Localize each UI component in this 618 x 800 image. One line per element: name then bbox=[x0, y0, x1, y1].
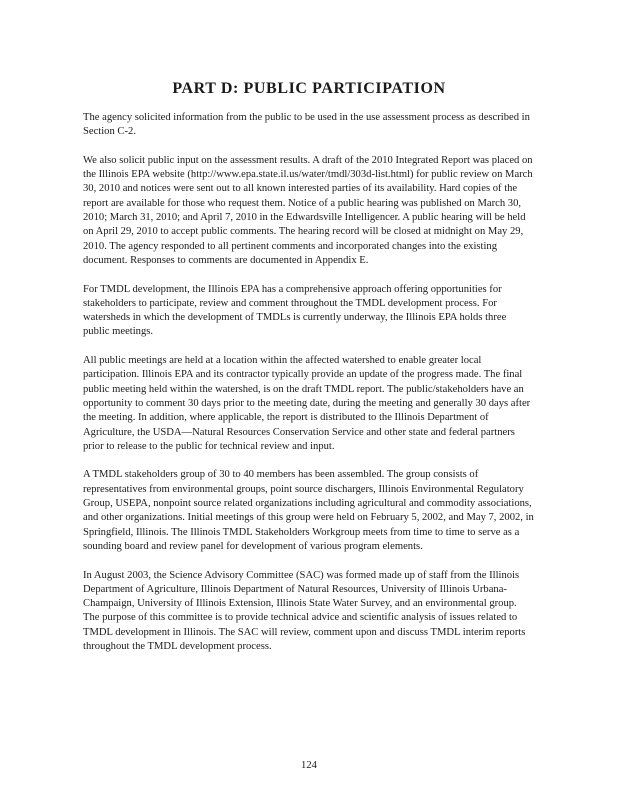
section-title: PART D: PUBLIC PARTICIPATION bbox=[172, 80, 446, 97]
paragraph-science-advisory-committee: In August 2003, the Science Advisory Committee (SAC) was formed made up of staff from the Illinois Department of Agriculture, Illinois Department of Natural Resources, University of Illinois Urbana-Champaign, University of Illinois Extension, Illinois State Water Survey, and an environmental group. The purpose of this committee is to provide technical advice and scientific analysis of issues related to TMDL development in Illinois. The SAC will review, comment upon and discuss TMDL interim reports throughout the TMDL development process. bbox=[83, 569, 526, 652]
paragraph-public-meetings: All public meetings are held at a location within the affected watershed to enable greater local participation. Illinois EPA and its contractor typically provide an update of the progress made. The final public meeting held within the watershed, is on the draft TMDL report. The public/stakeholders have an opportunity to comment 30 days prior to the meeting date, during the meeting and generally 30 days after the meeting. In addition, where applicable, the report is distributed to the Illinois Department of Agriculture, the USDA—Natural Resources Conservation Service and other state and federal partners prior to release to the public for technical review and input. bbox=[83, 355, 531, 452]
paragraph-assessment-results: We also solicit public input on the assessment results. A draft of the 2010 Integrated Report was placed on the Illinois EPA website (http://www.epa.state.il.us/water/tmdl/303d-list.html) for public review on March 30, 2010 and notices were sent out to all known interested parties of its availability. Hard copies of the report are available for those who request them. Notice of a public hearing was published on March 30, 2010; March 31, 2010; and April 7, 2010 in the Edwardsville Intelligencer. A public hearing will be held on April 29, 2010 to accept public comments. The hearing record will be closed at midnight on May 29, 2010. The agency responded to all pertinent comments and incorporated changes into the existing document. Responses to comments are documented in Appendix E. bbox=[83, 154, 533, 266]
paragraph-use-assessment: The agency solicited information from the public to be used in the use assessment process as described in Section C-2. bbox=[83, 112, 530, 138]
paragraph-tmdl-development: For TMDL development, the Illinois EPA has a comprehensive approach offering opportunities for stakeholders to participate, review and comment throughout the TMDL development process. For watersheds in which the development of TMDLs is currently underway, the Illinois EPA holds three public meetings. bbox=[83, 283, 507, 338]
paragraph-stakeholders-group: A TMDL stakeholders group of 30 to 40 members has been assembled. The group consists of representatives from environmental groups, point source dischargers, Illinois Environmental Regulatory Group, USEPA, nonpoint source related organizations including agricultural and commodity associations, and other organizations. Initial meetings of this group were held on February 5, 2002, and May 7, 2002, in Springfield, Illinois. The Illinois TMDL Stakeholders Workgroup meets from time to time to serve as a sounding board and review panel for development of various program elements. bbox=[83, 469, 534, 552]
page-number: 124 bbox=[301, 760, 317, 771]
document-body bbox=[83, 111, 535, 669]
